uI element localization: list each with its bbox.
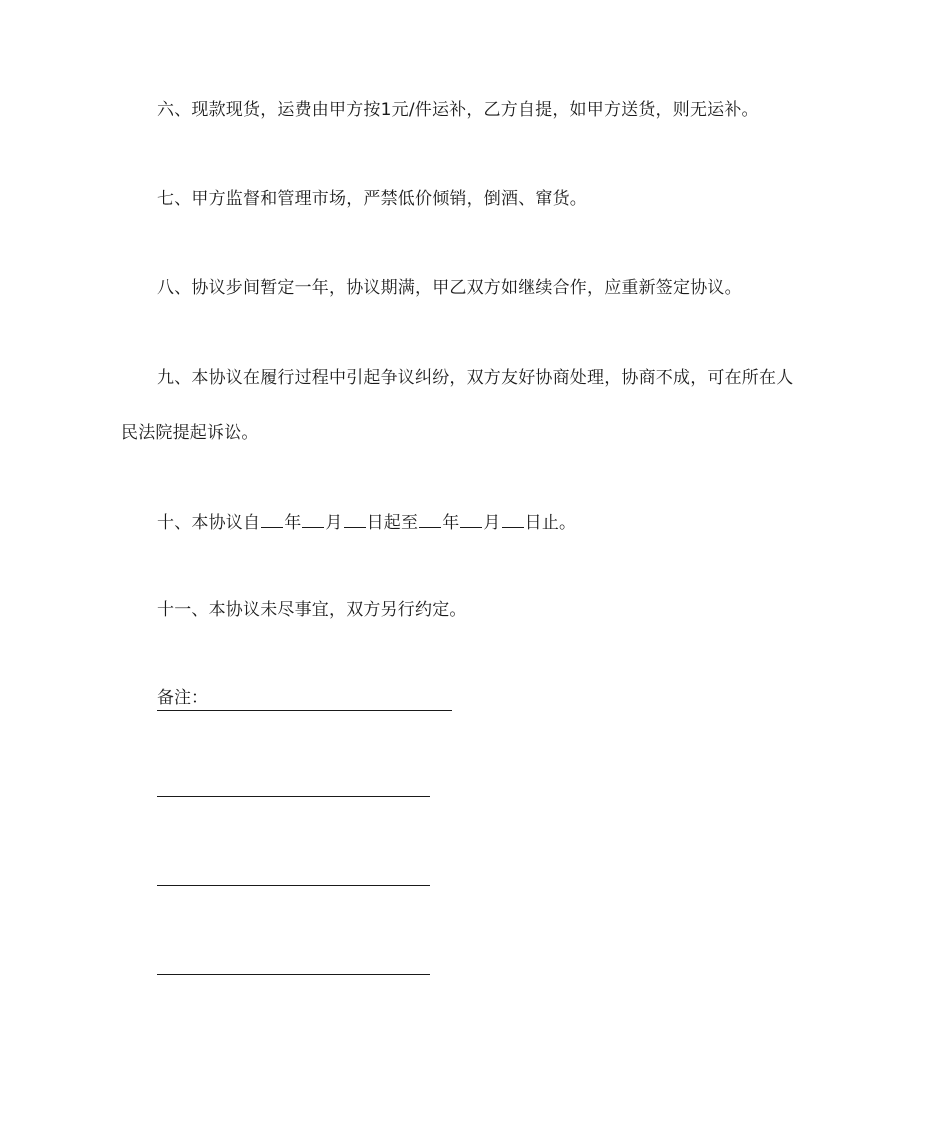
clause-10-prefix: 十、本协议自 <box>157 513 261 533</box>
clause-8: 八、协议步间暂定一年，协议期满，甲乙双方如继续合作，应重新签定协议。 <box>157 278 742 298</box>
clause-9-line-1: 九、本协议在履行过程中引起争议纠纷，双方友好协商处理，协商不成，可在所在人 <box>157 368 794 388</box>
clause-10-month-1: 月 <box>325 513 343 533</box>
clause-10-year-2: 年 <box>442 513 460 533</box>
blank-field <box>261 509 283 528</box>
remark-field <box>157 686 452 711</box>
blank-field <box>302 509 324 528</box>
clause-11: 十一、本协议未尽事宜，双方另行约定。 <box>157 600 467 620</box>
remark-label: 备注： <box>157 688 208 708</box>
remark-line-2 <box>157 885 430 886</box>
clause-6: 六、现款现货，运费由甲方按1元/件运补，乙方自提，如甲方送货，则无运补。 <box>157 100 759 120</box>
blank-field <box>460 509 482 528</box>
clause-10-month-2: 月 <box>483 513 501 533</box>
clause-10-year-1: 年 <box>284 513 302 533</box>
remark-line-1 <box>157 796 430 797</box>
clause-9-line-2: 民法院提起诉讼。 <box>121 423 259 443</box>
blank-field <box>502 509 524 528</box>
clause-7: 七、甲方监督和管理市场，严禁低价倾销，倒酒、窜货。 <box>157 189 587 209</box>
clause-10 <box>157 509 576 535</box>
blank-field <box>344 509 366 528</box>
clause-10-day-1: 日起至 <box>366 513 419 533</box>
blank-field <box>419 509 441 528</box>
remark-line-3 <box>157 974 430 975</box>
clause-10-day-2: 日止。 <box>524 513 577 533</box>
